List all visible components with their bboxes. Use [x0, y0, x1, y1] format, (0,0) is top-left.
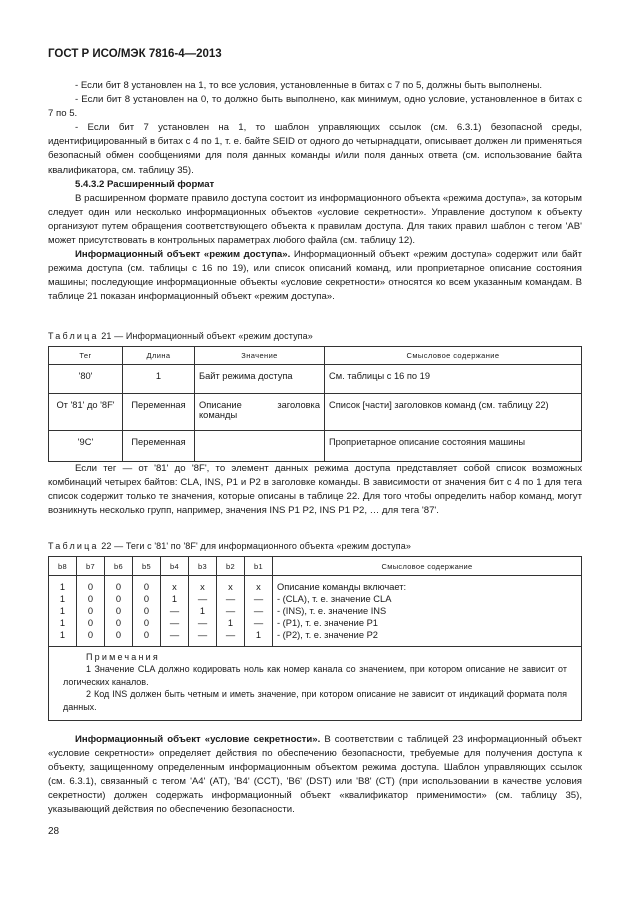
table-header-cell: b6 [105, 557, 133, 576]
table-cell: '9C' [49, 431, 123, 462]
table-cell: 1 [123, 365, 195, 394]
table-header-cell: Длина [123, 347, 195, 365]
table-cell: Список [части] заголовков команд (см. таблицу 22) [325, 394, 582, 431]
text-block-3 [48, 733, 582, 818]
text-block-1 [48, 79, 582, 305]
table-cell: Описание заголовка команды [195, 394, 325, 431]
table22-caption [48, 541, 411, 551]
access-mode-heading: Информационный объект «режим доступа». [75, 249, 291, 261]
table-header-cell: b4 [161, 557, 189, 576]
table-header-row [49, 557, 582, 576]
table-header-cell: b7 [77, 557, 105, 576]
table-header-cell: Тег [49, 347, 123, 365]
bit-column-b1: x — — — 1 [245, 576, 273, 647]
document-header: ГОСТ Р ИСО/МЭК 7816-4—2013 [48, 48, 222, 60]
table-row [49, 576, 582, 647]
notes-cell [49, 646, 582, 720]
table-header-cell: Смысловое содержание [325, 347, 582, 365]
table21-caption [48, 331, 313, 341]
bit-column-b5: 0 0 0 0 0 [133, 576, 161, 647]
table21-caption-text: 21 — Информационный объект «режим доступа» [98, 331, 313, 341]
table22-caption-label: Таблица [48, 541, 99, 551]
bit-column-b8: 1 1 1 1 1 [49, 576, 77, 647]
table-row [49, 365, 582, 394]
table-cell: Переменная [123, 394, 195, 431]
note-2: 2 Код INS должен быть четным и иметь значение, при котором описание не зависит от индикаций формата поля данных. [63, 689, 567, 712]
bit-column-b3: x — 1 — — [189, 576, 217, 647]
notes-row [49, 646, 582, 720]
access-mode-text: Информационный объект «режим доступа» содержит или байт режима доступа (см. таблицы с 16 по 19), или список описаний команд, или проприетарное описание состояния машины; последующие информационные объекты «условие секретности» относятся ко всем указанным командам. В таблице 21 показан информационный объект «режим доступа». [48, 249, 582, 303]
paragraph-extended-format: В расширенном формате правило доступа состоит из информационного объекта «режима доступа», за которым следует один или несколько информационных объектов «условие секретности». Управление доступом к объекту организуют путем обращения соответствующего объекта к правилам доступа. Для таких правил шаблон с тегом 'AB' может присутствовать в контрольных параметрах любого файла (см. таблицу 12). [48, 192, 582, 247]
table-cell: Переменная [123, 431, 195, 462]
paragraph-bit8-set: - Если бит 8 установлен на 1, то все условия, установленные в битах с 7 по 5, должны быть выполнены. [75, 80, 543, 91]
paragraph-tag-range: Если тег — от '81' до '8F', то элемент данных режима доступа представляет собой список возможных комбинаций четырех байтов: CLA, INS, P1 и P2 в заголовке команды. В зависимости от значения бит с 4 по 1 для тега список содержит только те значения, которые описаны в таблице 22. Для того чтобы определить набор команд, могут возникнуть несколько групп, например, значения INS P1 P2, INS P1 P2, … для тега '87'. [48, 463, 582, 517]
paragraph-access-mode [48, 248, 582, 304]
table-cell [195, 431, 325, 462]
table22-caption-text: 22 — Теги с '81' по '8F' для информационного объекта «режим доступа» [98, 541, 411, 551]
meaning-cell: Описание команды включает: - (CLA), т. е. значение CLA - (INS), т. е. значение INS - (P1), т. е. значение P1 - (P2), т. е. значение P2 [273, 576, 582, 647]
table-row [49, 431, 582, 462]
security-condition-text: В соответствии с таблицей 23 информационный объект «условие секретности» определяет действия по обеспечению безопасности, требуемые для получения доступа к объекту, защищенному определенным информационным объектом режима доступа. Шаблон управляющих ссылок (см. 6.3.1), связанный с тегом 'A4' (AT), 'B4' (CCT), 'B6' (DST) или 'B8' (CT) (при использовании в качестве условия секретности) должен содержать информационный объект «квалификатор применимости» (см. таблицу 35), указывающий действия по обеспечению безопасности. [48, 734, 582, 816]
table-header-cell: Значение [195, 347, 325, 365]
table-header-cell: b5 [133, 557, 161, 576]
table-cell: От '81' до '8F' [49, 394, 123, 431]
table-header-row [49, 347, 582, 365]
bit-column-b6: 0 0 0 0 0 [105, 576, 133, 647]
paragraph-security-condition [48, 733, 582, 818]
table-cell: Байт режима доступа [195, 365, 325, 394]
paragraph-bit7-set: - Если бит 7 установлен на 1, то шаблон управляющих ссылок (см. 6.3.1) безопасной среды, идентифицированный в битах с 4 по 1, т. е. байте SEID от одного до четырнадцати, описывает должен ли применяться безопасный обмен сообщениями для поля данных команды и/или поля данных ответа (см. использование байта квалификатора, см. таблицу 35). [48, 122, 582, 176]
table21-caption-label: Таблица [48, 331, 99, 341]
bit-column-b2: x — — 1 — [217, 576, 245, 647]
table-cell: Проприетарное описание состояния машины [325, 431, 582, 462]
bit-column-b7: 0 0 0 0 0 [77, 576, 105, 647]
table-21 [48, 346, 582, 462]
table-row [49, 394, 582, 431]
section-title: 5.4.3.2 Расширенный формат [75, 178, 215, 190]
table-header-cell: b1 [245, 557, 273, 576]
text-block-2 [48, 462, 582, 518]
table-header-cell: b3 [189, 557, 217, 576]
table-header-cell: b8 [49, 557, 77, 576]
notes-title: Примечания [86, 651, 160, 662]
page-number: 28 [48, 826, 60, 837]
table-cell: '80' [49, 365, 123, 394]
security-condition-heading: Информационный объект «условие секретности». [75, 734, 321, 745]
table-cell: См. таблицы с 16 по 19 [325, 365, 582, 394]
paragraph-bit8-clear: - Если бит 8 установлен на 0, то должно быть выполнено, как минимум, одно условие, установленное в битах с 7 по 5. [48, 94, 582, 120]
table-header-cell: Смысловое содержание [273, 557, 582, 576]
bit-column-b4: x 1 — — — [161, 576, 189, 647]
table-header-cell: b2 [217, 557, 245, 576]
table-22 [48, 556, 582, 721]
note-1: 1 Значение CLA должно кодировать ноль как номер канала со значением, при котором описание не зависит от логических каналов. [63, 664, 567, 687]
